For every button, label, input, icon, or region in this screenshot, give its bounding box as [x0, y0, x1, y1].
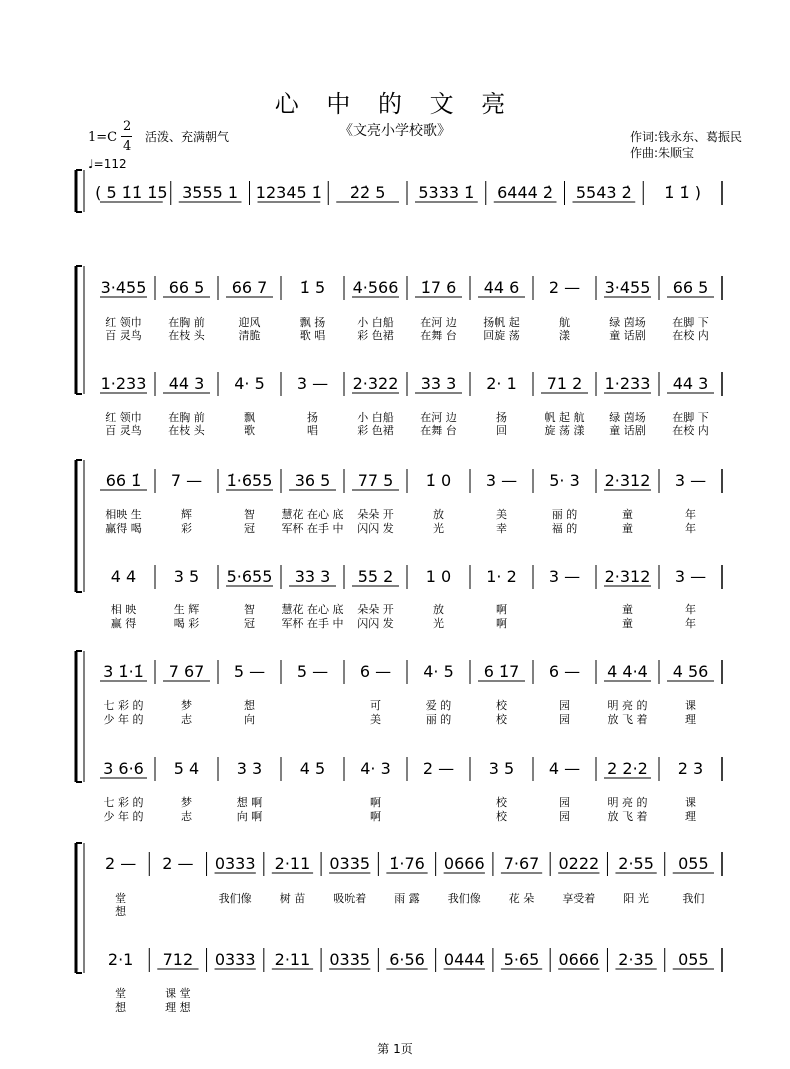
- note-group: 66 7: [231, 278, 268, 297]
- note-group: 3 6·6: [103, 759, 144, 778]
- note-group: 6 —: [548, 662, 581, 681]
- note-group: 3 —: [485, 471, 518, 490]
- note-group: 055: [678, 950, 709, 969]
- note-group: 2 3: [677, 759, 704, 778]
- note-group: 44 6: [483, 278, 520, 297]
- note-group: ( 5 1̇1̇ 1̇5: [95, 183, 168, 202]
- note-group: 0333: [214, 950, 256, 969]
- note-group: 2 —: [422, 759, 455, 778]
- lyric-syllable: 百 灵鸟: [105, 424, 142, 437]
- lyric-syllable: 军杯 在手 中: [281, 522, 344, 535]
- lyric-syllable: 回: [496, 424, 507, 437]
- lyric-syllable: 少 年 的: [103, 810, 144, 823]
- lyric-syllable: 歌: [244, 424, 255, 437]
- note-group: 055: [678, 854, 709, 873]
- lyric-syllable: 在河 边: [420, 411, 457, 424]
- note-group: 7 —: [170, 471, 203, 490]
- note-group: 4 —: [548, 759, 581, 778]
- lyric-syllable: 课: [685, 699, 696, 712]
- lyric-syllable: 在胸 前: [168, 316, 205, 329]
- lyric-syllable: 喝 彩: [173, 617, 200, 630]
- note-group: 3 —: [548, 567, 581, 586]
- note-group: 6 —: [359, 662, 392, 681]
- lyric-syllable: 冠: [244, 617, 255, 630]
- lyric-syllable: 智: [244, 508, 255, 521]
- lyric-syllable: 梦: [181, 699, 192, 712]
- lyric-syllable: 辉: [181, 508, 192, 521]
- note-group: 1· 2: [486, 567, 517, 586]
- lyric-syllable: 童 话剧: [609, 424, 646, 437]
- note-group: 2·35: [618, 950, 654, 969]
- note-group: 4 56: [672, 662, 709, 681]
- lyric-syllable: 向: [244, 713, 255, 726]
- note-group: 4 5: [299, 759, 326, 778]
- lyric-syllable: 在舞 台: [420, 329, 457, 342]
- note-group: 3 —: [674, 567, 707, 586]
- time-signature-bottom: 4: [123, 139, 132, 154]
- lyric-syllable: 在枝 头: [168, 424, 205, 437]
- lyric-syllable: 冠: [244, 522, 255, 535]
- lyric-syllable: 童: [622, 617, 633, 630]
- lyric-syllable: 福 的: [551, 522, 578, 535]
- note-group: 2·11: [274, 950, 311, 969]
- note-group: 2·312: [604, 471, 651, 490]
- note-group: 12345 1̇: [255, 183, 322, 202]
- note-group: 44 3: [168, 374, 205, 393]
- lyric-syllable: 园: [559, 810, 570, 823]
- lyric-syllable: 年: [685, 508, 696, 521]
- lyric-syllable: 扬: [307, 411, 318, 424]
- lyric-syllable: 帆 起 航: [544, 411, 585, 424]
- lyric-syllable: 红 领巾: [105, 411, 142, 424]
- note-group: 1·233: [100, 374, 147, 393]
- note-group: 6·56: [389, 950, 425, 969]
- lyric-syllable: 在河 边: [420, 316, 457, 329]
- note-group: 3 5: [488, 759, 515, 778]
- lyric-syllable: 啊: [496, 603, 507, 616]
- note-group: 4· 5: [234, 374, 265, 393]
- note-group: 3 1̇·1̇: [103, 662, 144, 681]
- note-group: 3 —: [296, 374, 329, 393]
- lyric-syllable: 园: [559, 796, 570, 809]
- note-group: 2 —: [105, 854, 137, 873]
- lyric-syllable: 阳 光: [623, 892, 649, 905]
- note-group: 3555 1: [182, 183, 239, 202]
- note-group: 1̇ 5: [299, 278, 326, 297]
- lyric-syllable: 小 白船: [357, 411, 394, 424]
- lyric-syllable: 扬帆 起: [483, 316, 520, 329]
- note-group: 3 3: [236, 759, 263, 778]
- lyric-syllable: 旋 荡 漾: [544, 424, 585, 437]
- note-group: 6444 2̇: [497, 183, 554, 202]
- lyric-syllable: 绿 茵场: [609, 316, 646, 329]
- lyric-syllable: 生 辉: [173, 603, 200, 616]
- note-group: 0333: [214, 854, 256, 873]
- lyric-syllable: 吸吮着: [333, 892, 367, 905]
- lyric-syllable: 绿 茵场: [609, 411, 646, 424]
- lyric-syllable: 光: [433, 617, 444, 630]
- note-group: 0335: [329, 854, 371, 873]
- lyric-syllable: 想: [115, 1001, 127, 1014]
- lyric-syllable: 雨 露: [394, 892, 420, 905]
- note-group: 66 5: [672, 278, 709, 297]
- note-group: 2̇2̇ 5: [349, 183, 386, 202]
- lyric-syllable: 飘 扬: [299, 316, 326, 329]
- lyric-syllable: 美: [496, 508, 507, 521]
- lyric-syllable: 航: [559, 316, 570, 329]
- note-group: 2·55: [618, 854, 654, 873]
- note-group: 4 4: [110, 567, 137, 586]
- lyric-syllable: 赢 得: [110, 617, 137, 630]
- note-group: 44 3: [672, 374, 709, 393]
- lyric-syllable: 园: [559, 713, 570, 726]
- lyric-syllable: 美: [370, 713, 381, 726]
- note-group: 5·65: [503, 950, 540, 969]
- lyric-syllable: 歌 唱: [299, 329, 326, 342]
- lyric-syllable: 童: [622, 603, 633, 616]
- key-signature: 1=C: [88, 130, 118, 145]
- lyric-syllable: 丽 的: [425, 713, 452, 726]
- note-group: 71 2: [546, 374, 583, 393]
- lyric-syllable: 扬: [496, 411, 507, 424]
- note-group: 0666: [443, 854, 485, 873]
- lyric-syllable: 小 白船: [357, 316, 394, 329]
- lyric-syllable: 幸: [496, 522, 507, 535]
- lyric-syllable: 梦: [181, 796, 192, 809]
- lyric-syllable: 想: [244, 699, 255, 712]
- lyric-syllable: 相映 生: [105, 508, 142, 521]
- lyric-syllable: 朵朵 开: [357, 603, 394, 616]
- lyric-syllable: 彩 色裙: [357, 424, 394, 437]
- lyric-syllable: 年: [685, 522, 696, 535]
- lyric-syllable: 唱: [307, 424, 318, 437]
- note-group: 2·312: [604, 567, 651, 586]
- note-group: 2 —: [548, 278, 581, 297]
- lyric-syllable: 我们像: [218, 892, 252, 905]
- note-group: 5 —: [296, 662, 329, 681]
- lyric-syllable: 丽 的: [551, 508, 578, 521]
- lyric-syllable: 理: [685, 713, 696, 726]
- lyricist-credit: 作词:钱永东、葛振民: [630, 130, 743, 144]
- note-group: 1̇ 0: [425, 471, 452, 490]
- note-group: 5· 3: [549, 471, 580, 490]
- lyric-syllable: 慧花 在心 底: [281, 508, 344, 521]
- note-group: 2·1: [107, 950, 134, 969]
- lyric-syllable: 年: [685, 617, 696, 630]
- note-group: 3 —: [674, 471, 707, 490]
- note-group: 0335: [329, 950, 371, 969]
- note-group: 2 2·2: [607, 759, 648, 778]
- note-group: 5·655: [226, 567, 273, 586]
- lyric-syllable: 放: [433, 603, 444, 616]
- lyric-syllable: 堂: [115, 892, 127, 905]
- note-group: 4 4·4: [607, 662, 648, 681]
- lyric-syllable: 回旋 荡: [483, 329, 520, 342]
- lyric-syllable: 在校 内: [672, 424, 709, 437]
- note-group: 5 —: [233, 662, 266, 681]
- note-group: 2·322: [352, 374, 399, 393]
- note-group: 1̇·76: [389, 854, 425, 873]
- lyric-syllable: 在舞 台: [420, 424, 457, 437]
- lyric-syllable: 享受着: [562, 892, 596, 905]
- lyric-syllable: 爱 的: [425, 699, 452, 712]
- lyric-syllable: 军杯 在手 中: [281, 617, 344, 630]
- note-group: 0222: [558, 854, 600, 873]
- lyric-syllable: 在脚 下: [672, 316, 709, 329]
- lyric-syllable: 童: [622, 508, 633, 521]
- song-subtitle: 《文亮小学校歌》: [339, 123, 451, 139]
- lyric-syllable: 志: [181, 810, 192, 823]
- lyric-syllable: 可: [370, 699, 381, 712]
- lyric-syllable: 明 亮 的: [607, 796, 648, 809]
- lyric-syllable: 园: [559, 699, 570, 712]
- lyric-syllable: 童 话剧: [609, 329, 646, 342]
- lyric-syllable: 明 亮 的: [607, 699, 648, 712]
- lyric-syllable: 闪闪 发: [357, 617, 394, 630]
- song-title: 心 中 的 文 亮: [274, 90, 516, 118]
- lyric-syllable: 在脚 下: [672, 411, 709, 424]
- lyric-syllable: 啊: [370, 796, 381, 809]
- lyric-syllable: 彩: [181, 522, 192, 535]
- lyric-syllable: 闪闪 发: [357, 522, 394, 535]
- lyric-syllable: 百 灵鸟: [105, 329, 142, 342]
- note-group: 712: [162, 950, 194, 969]
- lyric-syllable: 七 彩 的: [103, 699, 144, 712]
- note-group: 5333 1̇: [418, 183, 475, 202]
- lyric-syllable: 光: [433, 522, 444, 535]
- note-group: 2· 1: [486, 374, 517, 393]
- lyric-syllable: 清脆: [238, 329, 261, 342]
- time-signature-top: 2: [123, 119, 132, 134]
- note-group: 3·455: [100, 278, 147, 297]
- note-group: 4· 3: [360, 759, 391, 778]
- lyric-syllable: 童: [622, 522, 633, 535]
- lyric-syllable: 放: [433, 508, 444, 521]
- note-group: 5 4: [173, 759, 200, 778]
- lyric-syllable: 啊: [496, 617, 507, 630]
- lyric-syllable: 漾: [559, 329, 570, 342]
- note-group: 36 5: [294, 471, 331, 490]
- lyric-syllable: 课 堂: [165, 987, 191, 1000]
- note-group: 7·67: [503, 854, 540, 873]
- lyric-syllable: 红 领巾: [105, 316, 142, 329]
- note-group: 1̇ 1̇ ): [664, 183, 702, 202]
- note-group: 6 1̇7: [483, 662, 520, 681]
- note-group: 3·455: [604, 278, 651, 297]
- lyric-syllable: 年: [685, 603, 696, 616]
- note-group: 66 1̇: [105, 471, 142, 490]
- note-group: 7 67: [168, 662, 205, 681]
- lyric-syllable: 我们像: [447, 892, 481, 905]
- composer-credit: 作曲:朱顺宝: [630, 146, 695, 160]
- note-group: 1̇7 6: [420, 278, 457, 297]
- lyric-syllable: 在校 内: [672, 329, 709, 342]
- note-group: 4·566: [352, 278, 399, 297]
- lyric-syllable: 放 飞 着: [607, 810, 648, 823]
- lyric-syllable: 彩 色裙: [357, 329, 394, 342]
- lyric-syllable: 朵朵 开: [357, 508, 394, 521]
- note-group: 33 3: [420, 374, 457, 393]
- lyric-syllable: 志: [181, 713, 192, 726]
- lyric-syllable: 想: [115, 905, 127, 918]
- note-group: 2·11: [274, 854, 311, 873]
- expression-mark: 活泼、充满朝气: [145, 130, 230, 144]
- lyric-syllable: 放 飞 着: [607, 713, 648, 726]
- note-group: 55 2: [357, 567, 394, 586]
- note-group: 66 5: [168, 278, 205, 297]
- note-group: 77 5: [357, 471, 394, 490]
- lyric-syllable: 相 映: [110, 603, 137, 616]
- lyric-syllable: 校: [496, 796, 507, 809]
- lyric-syllable: 想 啊: [236, 796, 263, 809]
- lyric-syllable: 在胸 前: [168, 411, 205, 424]
- lyric-syllable: 理 想: [165, 1001, 191, 1014]
- lyric-syllable: 啊: [370, 810, 381, 823]
- note-group: 0444: [443, 950, 485, 969]
- lyric-syllable: 飘: [244, 411, 255, 424]
- lyric-syllable: 迎风: [238, 316, 261, 329]
- lyric-syllable: 校: [496, 810, 507, 823]
- lyric-syllable: 校: [496, 713, 507, 726]
- note-group: 0666: [558, 950, 600, 969]
- note-group: 1̇·655: [226, 471, 273, 490]
- tempo-mark: ♩=112: [88, 157, 127, 171]
- note-group: 2 —: [162, 854, 194, 873]
- note-group: 4· 5: [423, 662, 454, 681]
- note-group: 33 3: [294, 567, 331, 586]
- lyric-syllable: 校: [496, 699, 507, 712]
- lyric-syllable: 少 年 的: [103, 713, 144, 726]
- lyric-syllable: 智: [244, 603, 255, 616]
- lyric-syllable: 赢得 喝: [105, 522, 142, 535]
- note-group: 1 0: [425, 567, 452, 586]
- note-group: 3 5: [173, 567, 200, 586]
- page-number: 第 1页: [377, 1042, 413, 1056]
- lyric-syllable: 树 苗: [279, 892, 306, 905]
- lyric-syllable: 七 彩 的: [103, 796, 144, 809]
- lyric-syllable: 理: [685, 810, 696, 823]
- lyric-syllable: 花 朵: [508, 892, 535, 905]
- lyric-syllable: 慧花 在心 底: [281, 603, 344, 616]
- note-group: 1·233: [604, 374, 651, 393]
- lyric-syllable: 在枝 头: [168, 329, 205, 342]
- note-group: 5543 2̇: [575, 183, 632, 202]
- lyric-syllable: 课: [685, 796, 696, 809]
- lyric-syllable: 堂: [115, 987, 127, 1000]
- lyric-syllable: 向 啊: [236, 810, 263, 823]
- lyric-syllable: 我们: [682, 892, 705, 905]
